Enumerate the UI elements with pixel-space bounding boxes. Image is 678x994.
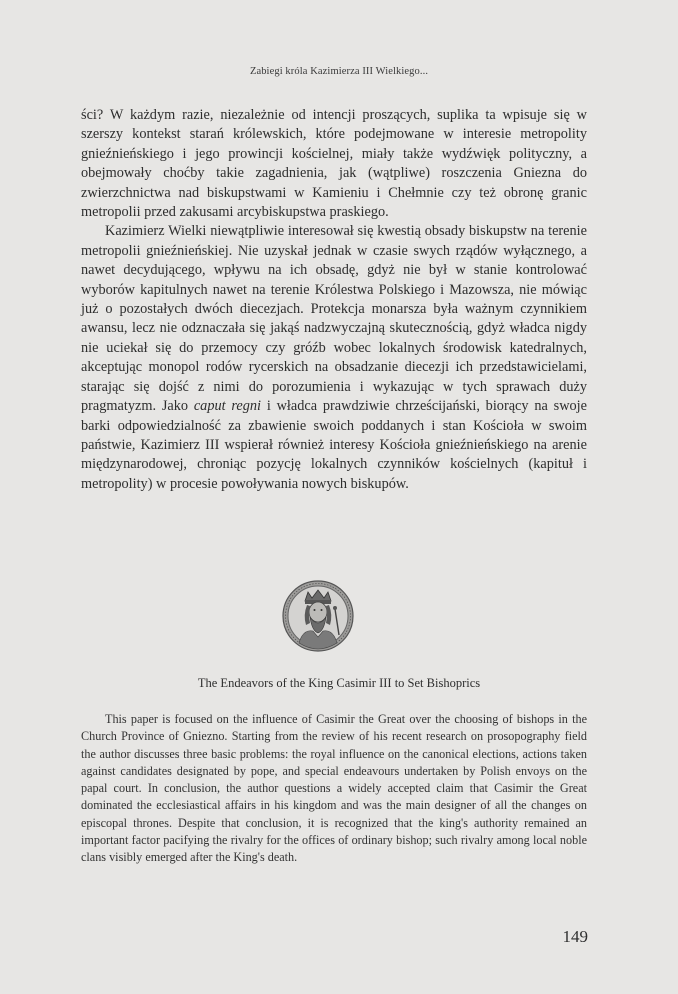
caput-regni-italic: caput regni: [193, 398, 262, 415]
main-text: [81, 106, 587, 494]
paragraph-2-text-b: i władca prawdziwie chrześcijański, biorący na swoje barki odpowiedzialność za zbawienie swoich poddanych i stan Kościoła w swoim państwie, Kazimierz III wspierał również interesy Kościoła gnieźnieńskiego na arenie międzynarodowej, chroniąc pozycję lokalnych czynników kościelnych (kapituł i metropolity) w procesie powoływania nowych biskupów.: [81, 398, 587, 492]
page-number: 149: [562, 927, 588, 946]
paragraph-1: ści? W każdym razie, niezależnie od intencji proszących, suplika ta wpisuje się w szerszy kontekst starań królewskich, które podejmowane w interesie metropolity gnieźnieńskiego i jego prowincji kościelnej, miały także wydźwięk polityczny, a obejmowały choćby takie zagadnienia, jak (wątpliwe) roszczenia Gniezna do zwierzchnictwa nad biskupstwami w Kamieniu i Chełmnie czy też obronę granic metropolii przed zakusami arcybiskupstwa praskiego.: [81, 107, 587, 221]
abstract-title: The Endeavors of the King Casimir III to Set Bishoprics: [197, 676, 481, 690]
paragraph-2-text-a: Kazimierz Wielki niewątpliwie interesował się kwestią obsady biskupstw na terenie metropolii gnieźnieńskiej. Nie uzyskał jednak w czasie swych rządów wyłącznego, a nawet decydującego, wpływu na ich obsadę, gdyż nie był w stanie kontrolować wyborów kapitulnych nawet na terenie Królestwa Polskiego i Mazowsza, nie mówiąc już o pozostałych dwóch diecezjach. Protekcja monarsza była ważnym czynnikiem awansu, lecz nie odznaczała się jakąś nadzwyczajną skutecznością, gdyż władca nigdy nie uciekał się do przemocy czy gróźb wobec lokalnych środowisk katedralnych, akceptując monopol rodów rycerskich na obsadzanie diecezji ich przedstawicielami, starając się dojść z nimi do porozumienia i wykazując w tych sprawach duży pragmatyzm. Jako: [81, 223, 587, 415]
running-header: Zabiegi króla Kazimierza III Wielkiego...: [249, 66, 429, 77]
king-portrait-medallion-icon: [281, 579, 355, 653]
paragraph-2: [81, 222, 587, 494]
abstract-text: This paper is focused on the influence of Casimir the Great over the choosing of bishops in the Church Province of Gniezno. Starting from the review of his recent research on prosopography field the author discusses three basic problems: the royal influence on the canonical elections, actions taken against candidates designated by pope, and special endeavours undertaken by Polish envoys on the papal court. In conclusion, the author questions a widely accepted claim that Casimir the Great dominated the ecclesiastical affairs in his kingdom and was the main designer of all the changes on episcopal thrones. Despite that conclusion, it is recognized that the king's authority remained an important factor pacifying the rivalry for the offices of ordinary bishop; such rivalry among local noble clans visibly emerged after the King's death.: [81, 712, 587, 865]
